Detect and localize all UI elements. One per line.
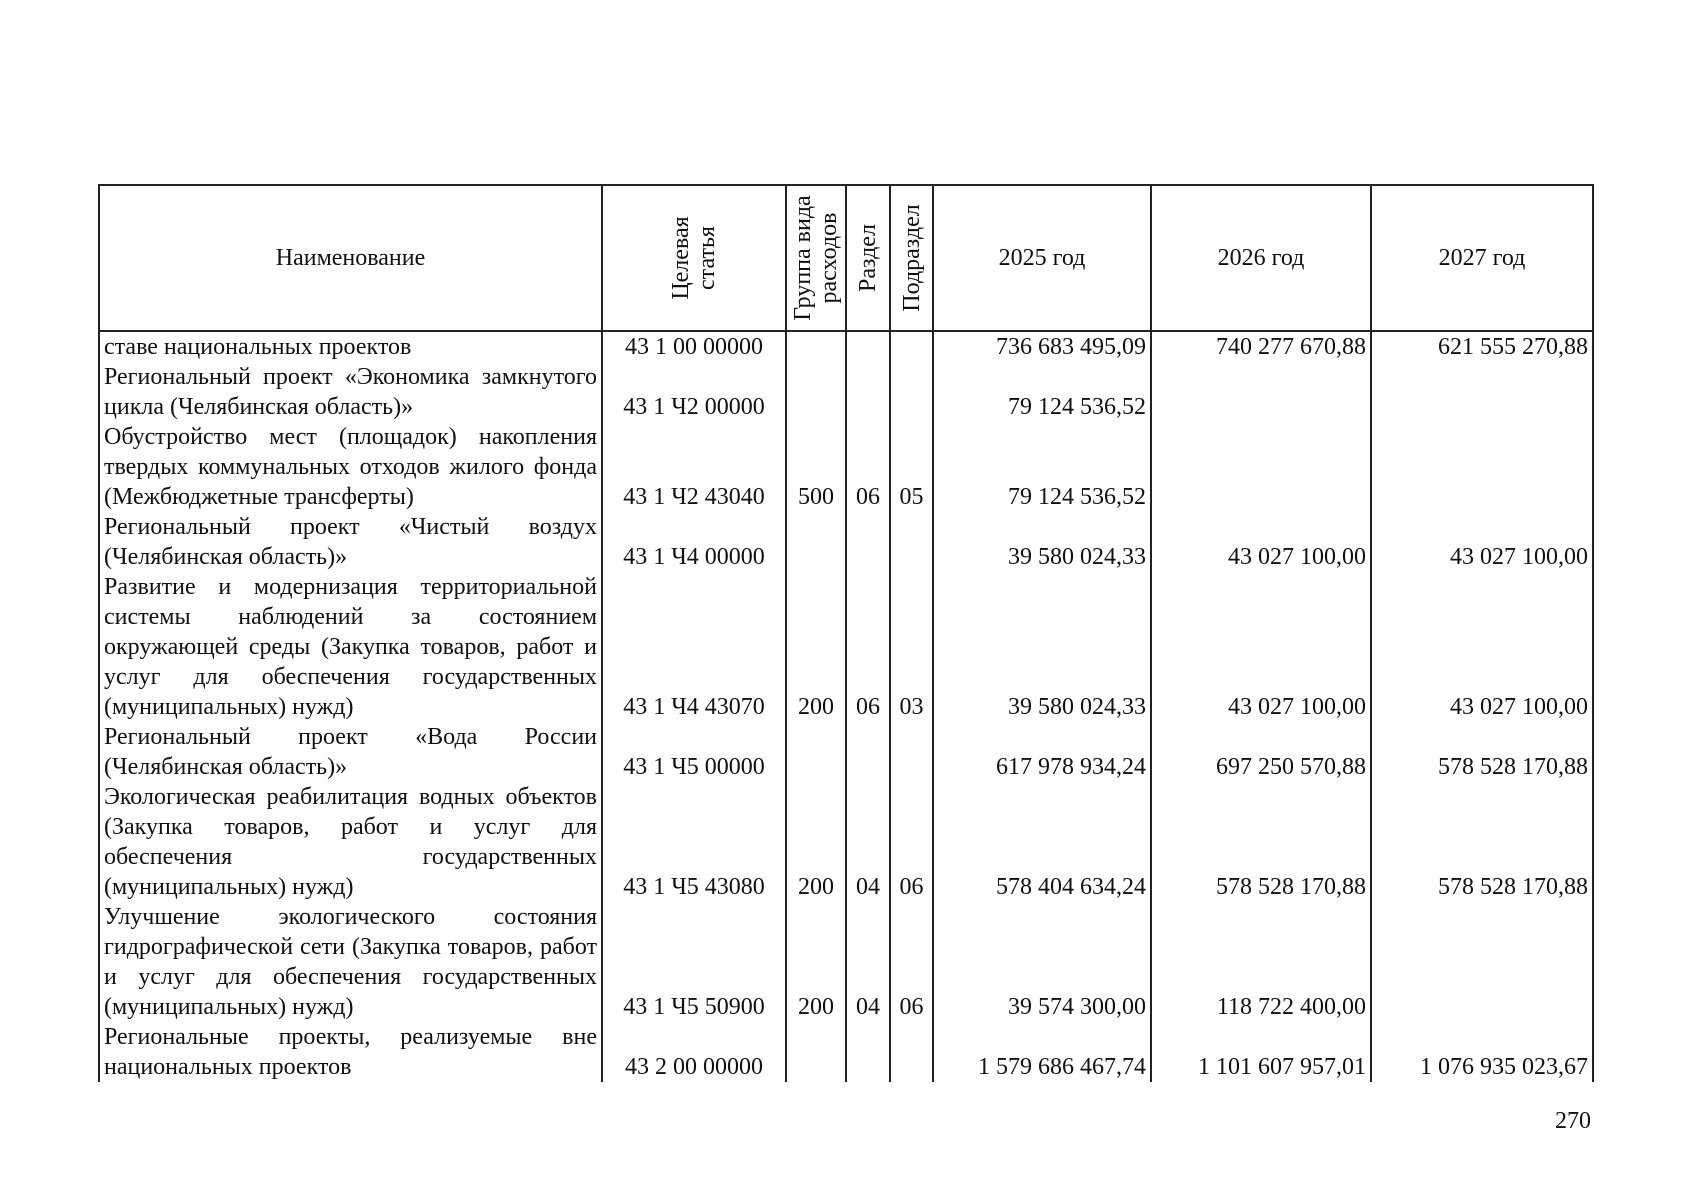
row-2027 — [1371, 422, 1593, 512]
row-2027 — [1371, 902, 1593, 1022]
row-2026: 740 277 670,88 — [1151, 331, 1371, 362]
row-name: Региональный проект «Вода России (Челябинская область)» — [99, 722, 602, 782]
row-code: 43 1 Ч4 00000 — [602, 512, 786, 572]
row-2025: 1 579 686 467,74 — [933, 1022, 1151, 1082]
header-subsection: Подраздел — [890, 185, 933, 331]
row-code: 43 1 Ч5 00000 — [602, 722, 786, 782]
row-2026 — [1151, 362, 1371, 422]
header-name: Наименование — [99, 185, 602, 331]
row-2027: 578 528 170,88 — [1371, 782, 1593, 902]
row-2025: 39 580 024,33 — [933, 512, 1151, 572]
row-name: Региональные проекты, реализуемые вне национальных проектов — [99, 1022, 602, 1082]
row-subsection: 06 — [890, 902, 933, 1022]
row-group: 200 — [786, 902, 846, 1022]
row-2026: 118 722 400,00 — [1151, 902, 1371, 1022]
row-group — [786, 722, 846, 782]
row-subsection — [890, 722, 933, 782]
table-row — [99, 902, 1593, 1022]
row-name: Улучшение экологического состояния гидрографической сети (Закупка товаров, работ и услуг для обеспечения государственных (муниципальных) нужд) — [99, 902, 602, 1022]
row-2026: 578 528 170,88 — [1151, 782, 1371, 902]
header-row — [99, 185, 1593, 331]
row-code: 43 1 Ч2 43040 — [602, 422, 786, 512]
header-2025: 2025 год — [933, 185, 1151, 331]
row-2025: 79 124 536,52 — [933, 422, 1151, 512]
row-2025: 578 404 634,24 — [933, 782, 1151, 902]
row-name: Экологическая реабилитация водных объектов (Закупка товаров, работ и услуг для обеспечения государственных (муниципальных) нужд) — [99, 782, 602, 902]
row-section — [846, 722, 890, 782]
header-2026: 2026 год — [1151, 185, 1371, 331]
row-code: 43 1 Ч5 43080 — [602, 782, 786, 902]
row-2025: 617 978 934,24 — [933, 722, 1151, 782]
header-section: Раздел — [846, 185, 890, 331]
row-2025: 79 124 536,52 — [933, 362, 1151, 422]
row-2026: 43 027 100,00 — [1151, 572, 1371, 722]
row-group — [786, 1022, 846, 1082]
row-2025: 39 574 300,00 — [933, 902, 1151, 1022]
row-code: 43 1 Ч5 50900 — [602, 902, 786, 1022]
row-2027: 1 076 935 023,67 — [1371, 1022, 1593, 1082]
row-subsection: 05 — [890, 422, 933, 512]
row-section — [846, 512, 890, 572]
row-subsection: 06 — [890, 782, 933, 902]
row-section — [846, 331, 890, 362]
row-group: 500 — [786, 422, 846, 512]
row-code: 43 1 00 00000 — [602, 331, 786, 362]
header-2027: 2027 год — [1371, 185, 1593, 331]
header-expense-group: Группа вида расходов — [786, 185, 846, 331]
row-2026 — [1151, 422, 1371, 512]
row-2026: 43 027 100,00 — [1151, 512, 1371, 572]
table-row — [99, 362, 1593, 422]
row-section: 04 — [846, 902, 890, 1022]
row-subsection — [890, 362, 933, 422]
row-group: 200 — [786, 782, 846, 902]
table-row — [99, 331, 1593, 362]
row-name: Региональный проект «Экономика замкнутого цикла (Челябинская область)» — [99, 362, 602, 422]
row-subsection — [890, 1022, 933, 1082]
row-subsection — [890, 512, 933, 572]
row-section — [846, 1022, 890, 1082]
row-2025: 39 580 024,33 — [933, 572, 1151, 722]
row-subsection — [890, 331, 933, 362]
row-subsection: 03 — [890, 572, 933, 722]
table-row — [99, 722, 1593, 782]
row-code: 43 1 Ч2 00000 — [602, 362, 786, 422]
row-group: 200 — [786, 572, 846, 722]
row-name: ставе национальных проектов — [99, 331, 602, 362]
row-name: Обустройство мест (площадок) накопления твердых коммунальных отходов жилого фонда (Межбюджетные трансферты) — [99, 422, 602, 512]
header-target-article: Целевая статья — [602, 185, 786, 331]
row-group — [786, 362, 846, 422]
table-row — [99, 572, 1593, 722]
row-2026: 697 250 570,88 — [1151, 722, 1371, 782]
table-row — [99, 782, 1593, 902]
row-name: Развитие и модернизация территориальной системы наблюдений за состоянием окружающей среды (Закупка товаров, работ и услуг для обеспечения государственных (муниципальных) нужд) — [99, 572, 602, 722]
row-2027: 621 555 270,88 — [1371, 331, 1593, 362]
table-row — [99, 512, 1593, 572]
row-section — [846, 362, 890, 422]
row-2025: 736 683 495,09 — [933, 331, 1151, 362]
row-group — [786, 512, 846, 572]
row-2027 — [1371, 362, 1593, 422]
row-section: 06 — [846, 422, 890, 512]
row-code: 43 1 Ч4 43070 — [602, 572, 786, 722]
budget-table — [98, 184, 1594, 1082]
row-code: 43 2 00 00000 — [602, 1022, 786, 1082]
row-section: 04 — [846, 782, 890, 902]
row-2026: 1 101 607 957,01 — [1151, 1022, 1371, 1082]
row-2027: 578 528 170,88 — [1371, 722, 1593, 782]
row-2027: 43 027 100,00 — [1371, 512, 1593, 572]
row-name: Региональный проект «Чистый воздух (Челябинская область)» — [99, 512, 602, 572]
row-group — [786, 331, 846, 362]
table-row — [99, 422, 1593, 512]
row-section: 06 — [846, 572, 890, 722]
page-number: 270 — [1555, 1108, 1591, 1134]
table-row — [99, 1022, 1593, 1082]
row-2027: 43 027 100,00 — [1371, 572, 1593, 722]
